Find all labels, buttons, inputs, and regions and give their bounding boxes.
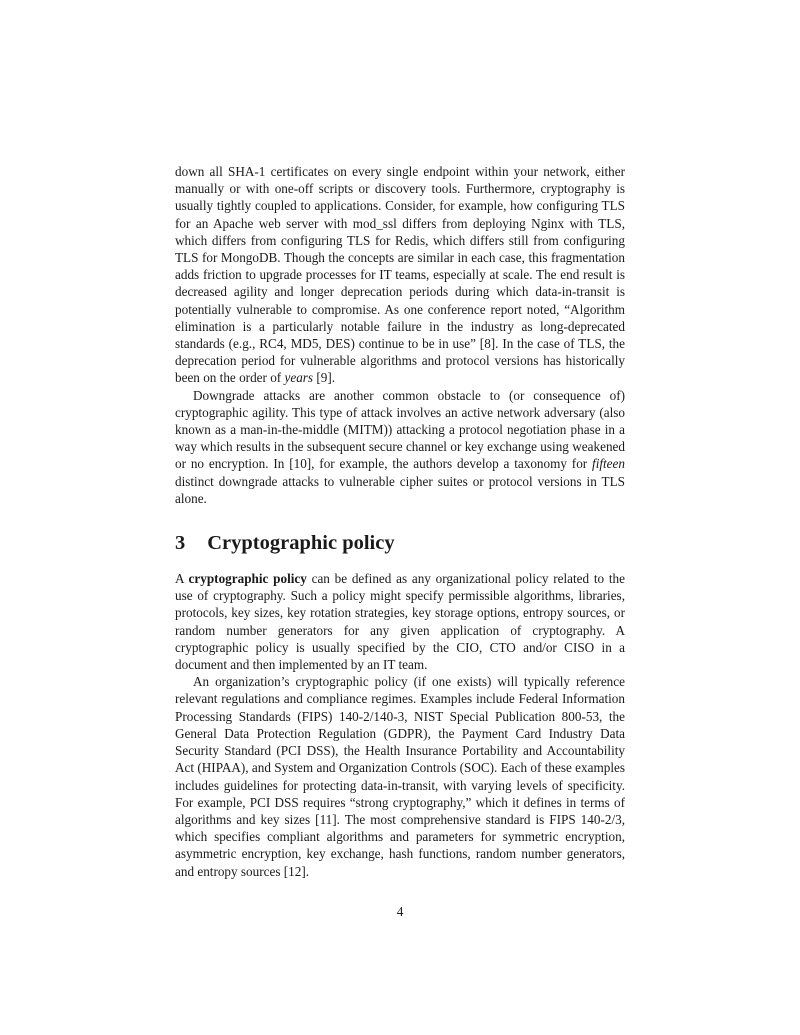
section-heading (175, 531, 625, 555)
paragraph-compliance-regimes: An organization’s cryptographic policy (if one exists) will typically reference relevant regulations and compliance regimes. Examples include Federal Information Processing Standards (FIPS) 140-2/140-3, NIST Special Publication 800-53, the General Data Protection Regulation (GDPR), the Payment Card Industry Data Security Standard (PCI DSS), the Health Insurance Portability and Accountability Act (HIPAA), and System and Organization Controls (SOC). Each of these examples includes guidelines for protecting data-in-transit, with varying levels of specificity. For example, PCI DSS requires “strong cryptography,” which it defines in terms of algorithms and key sizes [11]. The most comprehensive standard is FIPS 140-2/3, which specifies compliant algorithms and parameters for symmetric encryption, asymmetric encryption, key exchange, hash functions, random number generators, and entropy sources [12]. (175, 674, 625, 879)
section-number: 3 (175, 532, 186, 555)
paragraph-downgrade-attacks: Downgrade attacks are another common obstacle to (or consequence of) cryptographic agility. This type of attack involves an active network adversary (also known as a man-in-the-middle (MITM)) attacking a protocol negotiation phase in a way which results in the subsequent secure channel or key exchange using weakened or no encryption. In [10], for example, the authors develop a taxonomy for fifteen distinct downgrade attacks to vulnerable cipher suites or protocol versions in TLS alone. (175, 387, 625, 506)
emphasis-fifteen: fifteen (592, 456, 625, 472)
defined-term: cryptographic policy (188, 571, 307, 587)
paragraph-agility-tls: down all SHA-1 certificates on every single endpoint within your network, either manually or with one-off scripts or discovery tools. Furthermore, cryptography is usually tightly coupled to applications. Consider, for example, how configuring TLS for an Apache web server with mod_ssl differs from deploying Nginx with TLS, which differs from configuring TLS for Redis, which differs still from configuring TLS for MongoDB. Though the concepts are similar in each case, this fragmentation adds friction to upgrade processes for IT teams, especially at scale. The end result is decreased agility and longer deprecation periods during which data-in-transit is potentially vulnerable to compromise. As one conference report noted, “Algorithm elimination is a particularly notable failure in the industry as long-deprecated standards (e.g., RC4, MD5, DES) continue to be in use” [8]. In the case of TLS, the deprecation period for vulnerable algorithms and protocol versions has historically been on the order of years [9]. (175, 164, 625, 386)
paragraph-policy-definition: A cryptographic policy can be defined as any organizational policy related to the use of cryptography. Such a policy might specify permissible algorithms, libraries, protocols, key sizes, key rotation strategies, key storage options, entropy sources, or random number generators for any given application of cryptography. A cryptographic policy is usually specified by the CIO, CTO and/or CISO in a document and then implemented by an IT team. (175, 571, 625, 673)
page-number: 4 (396, 904, 404, 919)
emphasis-years: years (284, 370, 314, 386)
body-text (175, 163, 625, 880)
section-title: Cryptographic policy (207, 532, 395, 555)
